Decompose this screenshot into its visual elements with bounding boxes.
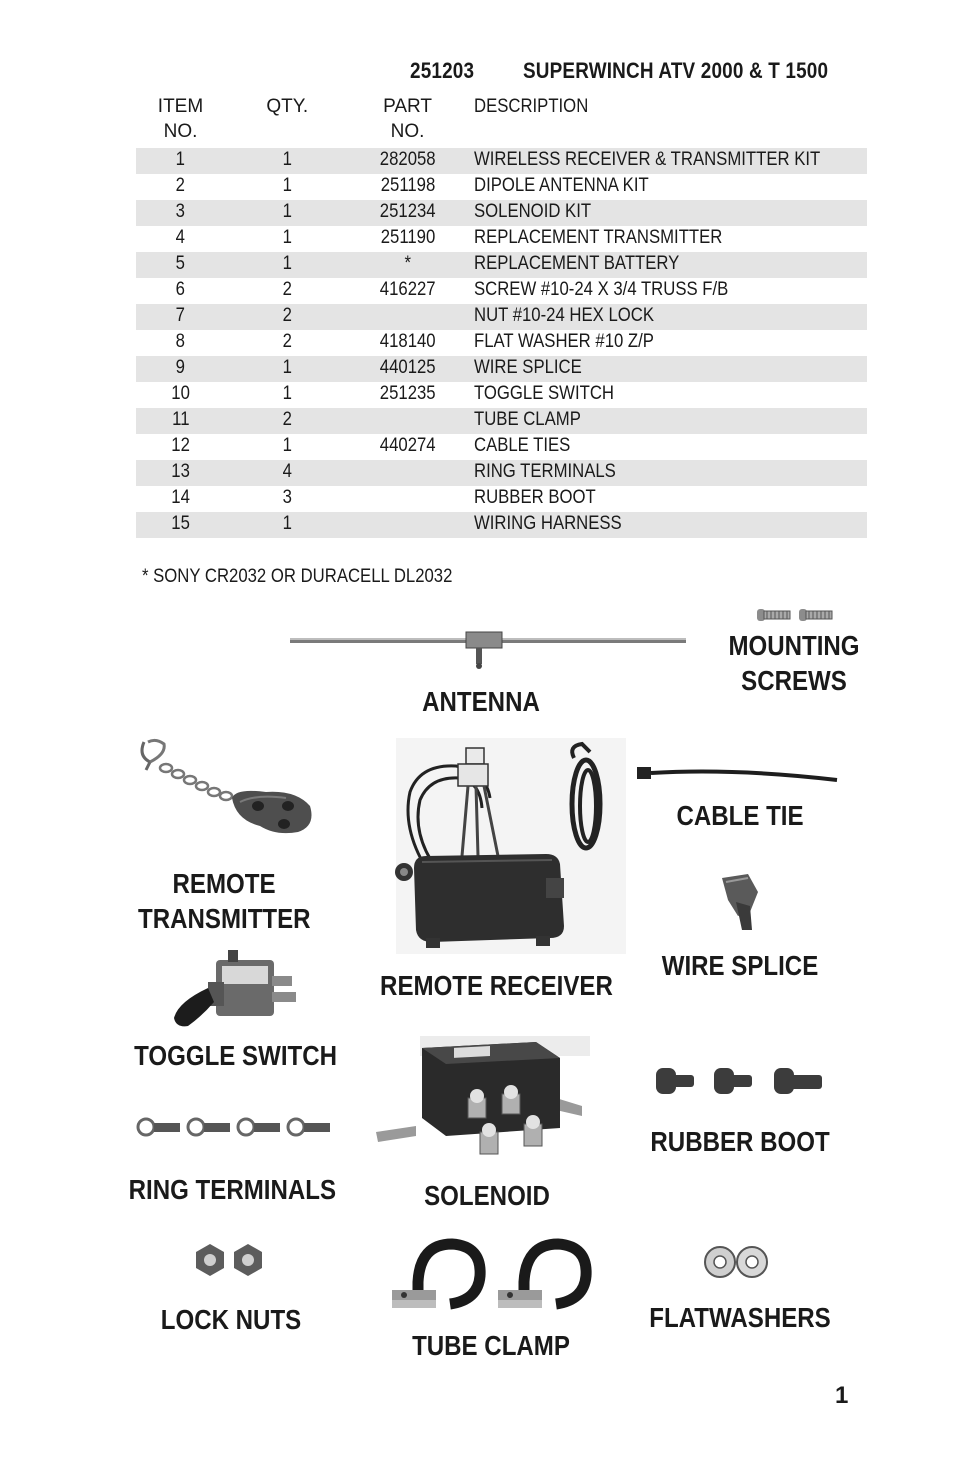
cell-item-no: 7: [136, 304, 225, 330]
cell-item-no: 14: [171, 487, 190, 508]
cell-description: TOGGLE SWITCH: [473, 383, 614, 404]
cell-qty: 1: [282, 435, 292, 456]
table-row: [136, 174, 867, 200]
table-row: [136, 148, 867, 174]
label-remote-transmitter: REMOTE TRANSMITTER: [138, 868, 311, 934]
cell-item-no: 10: [171, 383, 190, 404]
table-row: [136, 460, 867, 486]
cell-part-no: [350, 512, 466, 538]
col-part-no: PART NO.: [383, 96, 432, 142]
cell-part-no: 251235: [379, 383, 436, 404]
cell-qty: 1: [225, 200, 350, 226]
cell-item-no: 5: [136, 252, 225, 278]
cell-part-no: 251234: [350, 200, 466, 226]
col-qty: QTY.: [266, 96, 309, 117]
cell-description: SCREW #10-24 X 3/4 TRUSS F/B: [473, 279, 728, 300]
table-row: [136, 200, 867, 226]
cell-qty: 2: [282, 279, 292, 300]
cell-part-no: [350, 460, 466, 486]
cell-description: FLAT WASHER #10 Z/P: [473, 331, 654, 352]
parts-table-header: [136, 94, 867, 148]
tube-clamp-image: [390, 1238, 600, 1312]
cell-part-no: *: [350, 252, 466, 278]
cell-item-no: 1: [136, 148, 225, 174]
flatwashers-image: [702, 1244, 772, 1280]
cell-item-no: 4: [175, 227, 186, 248]
table-row: [136, 278, 867, 304]
antenna-image: [288, 626, 690, 672]
cell-qty: 3: [282, 487, 292, 508]
cell-item-no: 2: [175, 175, 186, 196]
cell-part-no: [350, 486, 466, 512]
label-lock-nuts: LOCK NUTS: [160, 1304, 302, 1335]
label-flatwashers: FLATWASHERS: [649, 1302, 831, 1333]
cell-item-no: 8: [175, 331, 186, 352]
cell-description: RING TERMINALS: [466, 460, 867, 486]
cell-description: TUBE CLAMP: [466, 408, 867, 434]
cell-qty: 1: [282, 383, 292, 404]
kit-number: 251203: [410, 58, 475, 83]
label-wire-splice: WIRE SPLICE: [661, 950, 819, 981]
cell-qty: 2: [282, 331, 292, 352]
cell-part-no: 440274: [379, 435, 436, 456]
parts-table: [136, 94, 867, 538]
cell-qty: 1: [225, 356, 350, 382]
label-cable-tie: CABLE TIE: [676, 800, 804, 831]
cell-part-no: 418140: [379, 331, 436, 352]
cell-part-no: 282058: [350, 148, 466, 174]
cell-description: SOLENOID KIT: [466, 200, 867, 226]
table-row: [136, 434, 867, 460]
label-tube-clamp: TUBE CLAMP: [412, 1330, 570, 1361]
cell-qty: 1: [225, 252, 350, 278]
cell-qty: 2: [225, 304, 350, 330]
cell-item-no: 11: [136, 408, 225, 434]
kit-title: SUPERWINCH ATV 2000 & T 1500: [523, 58, 829, 83]
cell-qty: 1: [282, 175, 292, 196]
cell-description: DIPOLE ANTENNA KIT: [473, 175, 649, 196]
cell-item-no: 9: [136, 356, 225, 382]
table-row: [136, 382, 867, 408]
cell-qty: 1: [225, 512, 350, 538]
cell-qty: 1: [282, 227, 292, 248]
cell-description: NUT #10-24 HEX LOCK: [466, 304, 867, 330]
cell-qty: 4: [225, 460, 350, 486]
table-row: [136, 486, 867, 512]
table-row: [136, 330, 867, 356]
label-remote-receiver: REMOTE RECEIVER: [380, 970, 613, 1001]
remote-receiver-image: [396, 738, 626, 954]
lock-nuts-image: [192, 1242, 268, 1280]
rubber-boot-image: [654, 1064, 828, 1098]
cell-part-no: 251190: [380, 227, 435, 248]
remote-transmitter-image: [136, 736, 316, 842]
label-toggle-switch: TOGGLE SWITCH: [134, 1040, 337, 1071]
cell-description: WIRE SPLICE: [466, 356, 867, 382]
solenoid-image: [376, 1036, 590, 1166]
cell-part-no: [350, 408, 466, 434]
cell-item-no: 3: [136, 200, 225, 226]
cell-description: REPLACEMENT BATTERY: [466, 252, 867, 278]
ring-terminals-image: [134, 1114, 334, 1140]
cell-description: CABLE TIES: [473, 435, 570, 456]
table-row: [136, 408, 867, 434]
mounting-screws-image: [755, 606, 839, 624]
cell-description: WIRELESS RECEIVER & TRANSMITTER KIT: [466, 148, 867, 174]
cell-qty: 2: [225, 408, 350, 434]
table-row: [136, 252, 867, 278]
label-ring-terminals: RING TERMINALS: [128, 1174, 337, 1205]
cell-part-no: [350, 304, 466, 330]
col-description: DESCRIPTION: [473, 96, 588, 117]
table-row: [136, 512, 867, 538]
wire-splice-image: [714, 872, 774, 938]
toggle-switch-image: [168, 946, 302, 1032]
cell-item-no: 12: [171, 435, 190, 456]
cell-description: WIRING HARNESS: [466, 512, 867, 538]
label-mounting-screws: MOUNTING SCREWS: [728, 630, 860, 696]
cell-part-no: 251198: [380, 175, 435, 196]
table-row: [136, 226, 867, 252]
col-item-no: ITEM NO.: [157, 96, 204, 142]
battery-footnote: * SONY CR2032 OR DURACELL DL2032: [142, 566, 453, 587]
cell-description: RUBBER BOOT: [473, 487, 596, 508]
cell-item-no: 15: [136, 512, 225, 538]
cell-description: REPLACEMENT TRANSMITTER: [473, 227, 722, 248]
label-rubber-boot: RUBBER BOOT: [650, 1126, 830, 1157]
cell-part-no: 440125: [350, 356, 466, 382]
label-antenna: ANTENNA: [422, 686, 540, 717]
cell-part-no: 416227: [379, 279, 436, 300]
cable-tie-image: [635, 756, 841, 786]
page-number: 1: [835, 1382, 849, 1409]
cell-qty: 1: [225, 148, 350, 174]
table-row: [136, 304, 867, 330]
table-row: [136, 356, 867, 382]
cell-item-no: 6: [175, 279, 186, 300]
label-solenoid: SOLENOID: [424, 1180, 550, 1211]
cell-item-no: 13: [136, 460, 225, 486]
